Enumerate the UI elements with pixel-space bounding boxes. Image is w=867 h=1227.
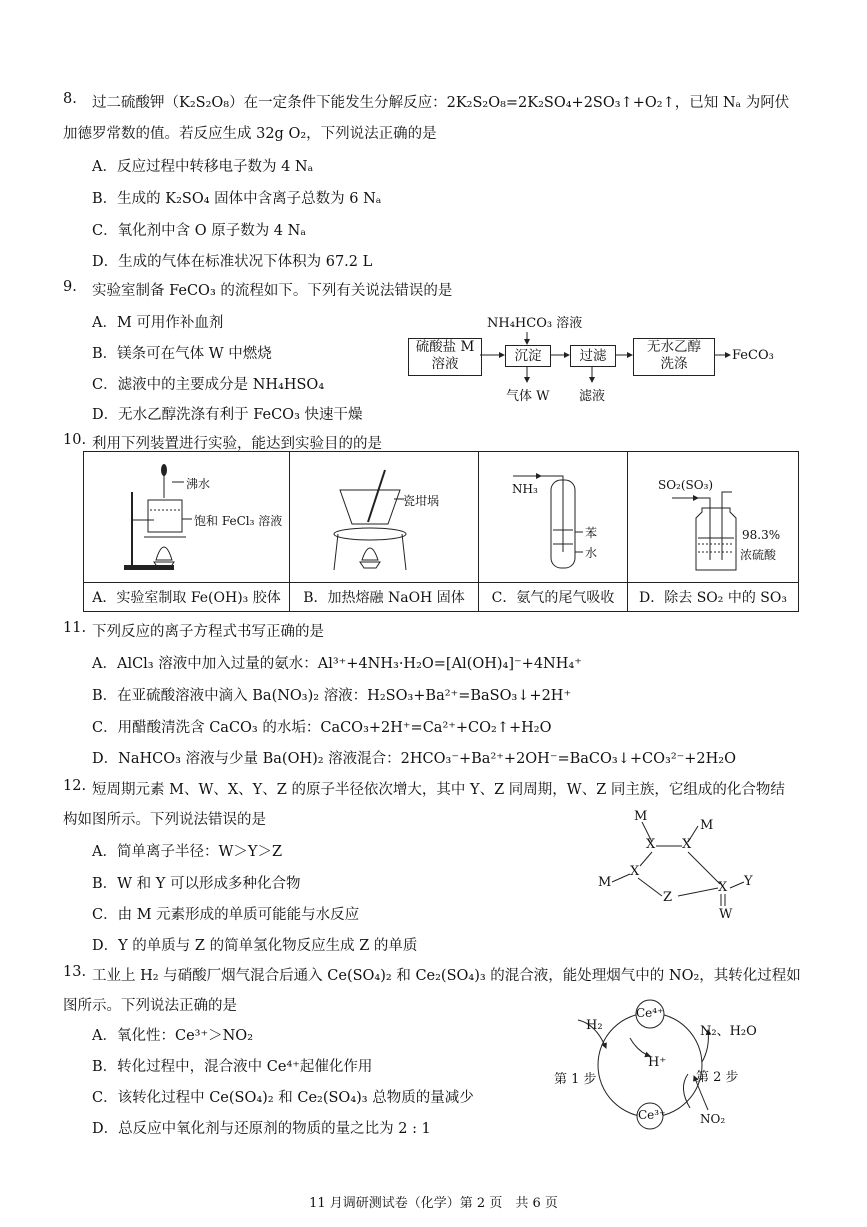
q13-option-b: B．转化过程中，混合液中 Ce⁴⁺起催化作用 xyxy=(92,1059,373,1075)
atom-w: W xyxy=(719,907,733,922)
flow-box-sulfate-m-line1: 硫酸盐 M xyxy=(415,339,475,355)
flow-filtrate-label: 滤液 xyxy=(579,389,606,404)
q9-option-d: D．无水乙醇洗涤有利于 FeCO₃ 快速干燥 xyxy=(92,407,363,423)
label-h2: H₂ xyxy=(586,1018,603,1033)
ion-ce3: Ce³⁺ xyxy=(638,1108,666,1122)
ion-ce4: Ce⁴⁺ xyxy=(636,1006,664,1020)
apparatus-a xyxy=(84,452,290,583)
q12-option-c: C．由 M 元素形成的单质可能能与水反应 xyxy=(92,907,360,923)
q8-option-d: D．生成的气体在标准状况下体积为 67.2 L xyxy=(92,254,373,270)
q13-stem-line1: 工业上 H₂ 与硝酸厂烟气混合后通入 Ce(SO₄)₂ 和 Ce₂(SO₄)₃ 的混合液，能处理烟气中的 NO₂，其转化过程如 xyxy=(92,968,801,984)
q11-stem: 下列反应的离子方程式书写正确的是 xyxy=(92,624,324,640)
q12-option-d: D．Y 的单质与 Z 的简单氢化物反应生成 Z 的单质 xyxy=(92,938,418,954)
q10-number: 10. xyxy=(63,432,87,448)
q8-number: 8. xyxy=(63,91,77,107)
flow-box-filter: 过滤 xyxy=(570,345,616,367)
atom-x-left: X xyxy=(646,837,656,852)
flow-arrows xyxy=(400,320,740,395)
q10-caption-d: D．除去 SO₂ 中的 SO₃ xyxy=(628,583,799,612)
label-hplus: H⁺ xyxy=(648,1055,667,1070)
page-footer: 11 月调研测试卷（化学）第 2 页 共 6 页 xyxy=(309,1196,558,1211)
q13-stem-line2: 图所示。下列说法正确的是 xyxy=(63,998,237,1014)
q9-option-c: C．滤液中的主要成分是 NH₄HSO₄ xyxy=(92,377,325,393)
q13-option-d: D．总反应中氧化剂与还原剂的物质的量之比为 2 : 1 xyxy=(92,1121,431,1137)
label-porcelain-crucible: 瓷坩埚 xyxy=(403,494,440,508)
q9-stem: 实验室制备 FeCO₃ 的流程如下。下列有关说法错误的是 xyxy=(92,283,453,299)
q11-number: 11. xyxy=(63,620,87,636)
apparatus-c-drawing xyxy=(479,452,627,578)
q10-apparatus-table xyxy=(83,451,799,612)
label-percent: 98.3% xyxy=(742,528,781,542)
label-boiling-water: 沸水 xyxy=(186,477,211,491)
apparatus-d xyxy=(628,452,799,583)
q11-option-a: A．AlCl₃ 溶液中加入过量的氨水：Al³⁺+4NH₃·H₂O=[Al(OH)₄]⁻+4NH₄⁺ xyxy=(92,656,582,672)
q13-number: 13. xyxy=(63,964,87,980)
label-no2: NO₂ xyxy=(700,1112,726,1126)
label-step1: 第 1 步 xyxy=(554,1072,597,1087)
q12-stem-line1: 短周期元素 M、W、X、Y、Z 的原子半径依次增大，其中 Y、Z 同周期，W、Z 同主族，它组成的化合物结 xyxy=(92,782,785,798)
q10-caption-c: C．氨气的尾气吸收 xyxy=(479,583,628,612)
q12-stem-line2: 构如图所示。下列说法错误的是 xyxy=(63,812,266,828)
flow-product-label: FeCO₃ xyxy=(732,348,774,363)
apparatus-b xyxy=(290,452,479,583)
flow-box-sulfate-m-line2: 溶液 xyxy=(431,356,459,372)
label-nh3: NH₃ xyxy=(512,482,538,496)
label-fecl3-solution: 饱和 FeCl₃ 溶液 xyxy=(194,514,283,528)
q12-option-b: B．W 和 Y 可以形成多种化合物 xyxy=(92,876,301,892)
q11-option-d: D．NaHCO₃ 溶液与少量 Ba(OH)₂ 溶液混合：2HCO₃⁻+Ba²⁺+2OH⁻=BaCO₃↓+CO₃²⁻+2H₂O xyxy=(92,751,737,767)
q10-caption-b: B．加热熔融 NaOH 固体 xyxy=(290,583,479,612)
atom-m-left: M xyxy=(598,875,612,890)
q10-caption-a: A．实验室制取 Fe(OH)₃ 胶体 xyxy=(84,583,290,612)
label-water: 水 xyxy=(585,546,598,560)
atom-x-right-bottom: X xyxy=(718,880,728,895)
q8-option-a: A．反应过程中转移电子数为 4 Nₐ xyxy=(92,159,314,175)
flow-box-ethanol-wash-line1: 无水乙醇 xyxy=(647,339,701,355)
q10-stem: 利用下列装置进行实验，能达到实验目的的是 xyxy=(92,436,382,452)
q9-option-b: B．镁条可在气体 W 中燃烧 xyxy=(92,346,272,362)
structure-bonds xyxy=(590,810,770,925)
label-step2: 第 2 步 xyxy=(696,1070,739,1085)
q9-number: 9. xyxy=(63,279,77,295)
apparatus-c xyxy=(479,452,628,583)
flow-gas-label: 气体 W xyxy=(506,389,550,404)
q8-stem-line1: 过二硫酸钾（K₂S₂O₈）在一定条件下能发生分解反应：2K₂S₂O₈=2K₂SO₄+2SO₃↑+O₂↑，已知 Nₐ 为阿伏 xyxy=(92,95,790,111)
label-products: N₂、H₂O xyxy=(700,1024,757,1039)
q9-option-a: A．M 可用作补血剂 xyxy=(92,315,224,331)
flow-box-ethanol-wash-line2: 洗涤 xyxy=(660,356,688,372)
q13-option-c: C．该转化过程中 Ce(SO₄)₂ 和 Ce₂(SO₄)₃ 总物质的量减少 xyxy=(92,1090,474,1106)
q11-option-b: B．在亚硫酸溶液中滴入 Ba(NO₃)₂ 溶液：H₂SO₃+Ba²⁺=BaSO₃↓+2H⁺ xyxy=(92,688,572,704)
q12-number: 12. xyxy=(63,778,87,794)
flow-box-precipitate: 沉淀 xyxy=(505,345,551,367)
atom-y: Y xyxy=(744,874,753,889)
q8-option-c: C．氧化剂中含 O 原子数为 4 Nₐ xyxy=(92,223,306,239)
atom-z: Z xyxy=(663,890,673,905)
atom-x-bottom-left: X xyxy=(630,864,640,879)
apparatus-b-drawing xyxy=(290,452,478,578)
q8-stem-line2: 加德罗常数的值。若反应生成 32g O₂，下列说法正确的是 xyxy=(63,126,437,142)
q12-option-a: A．简单离子半径：W＞Y＞Z xyxy=(92,844,283,860)
atom-m-top-right: M xyxy=(700,818,714,833)
atom-x-right: X xyxy=(682,837,692,852)
label-conc-sulfuric-acid: 浓硫酸 xyxy=(740,548,777,562)
q11-option-c: C．用醋酸清洗含 CaCO₃ 的水垢：CaCO₃+2H⁺=Ca²⁺+CO₂↑+H₂O xyxy=(92,720,552,736)
q13-option-a: A．氧化性：Ce³⁺＞NO₂ xyxy=(92,1028,254,1044)
label-benzene: 苯 xyxy=(585,526,598,540)
flow-reagent-label: NH₄HCO₃ 溶液 xyxy=(487,316,583,331)
q8-option-b: B．生成的 K₂SO₄ 固体中含离子总数为 6 Nₐ xyxy=(92,191,382,207)
label-so2-so3: SO₂(SO₃) xyxy=(658,478,714,492)
atom-m-top-left: M xyxy=(634,809,648,824)
